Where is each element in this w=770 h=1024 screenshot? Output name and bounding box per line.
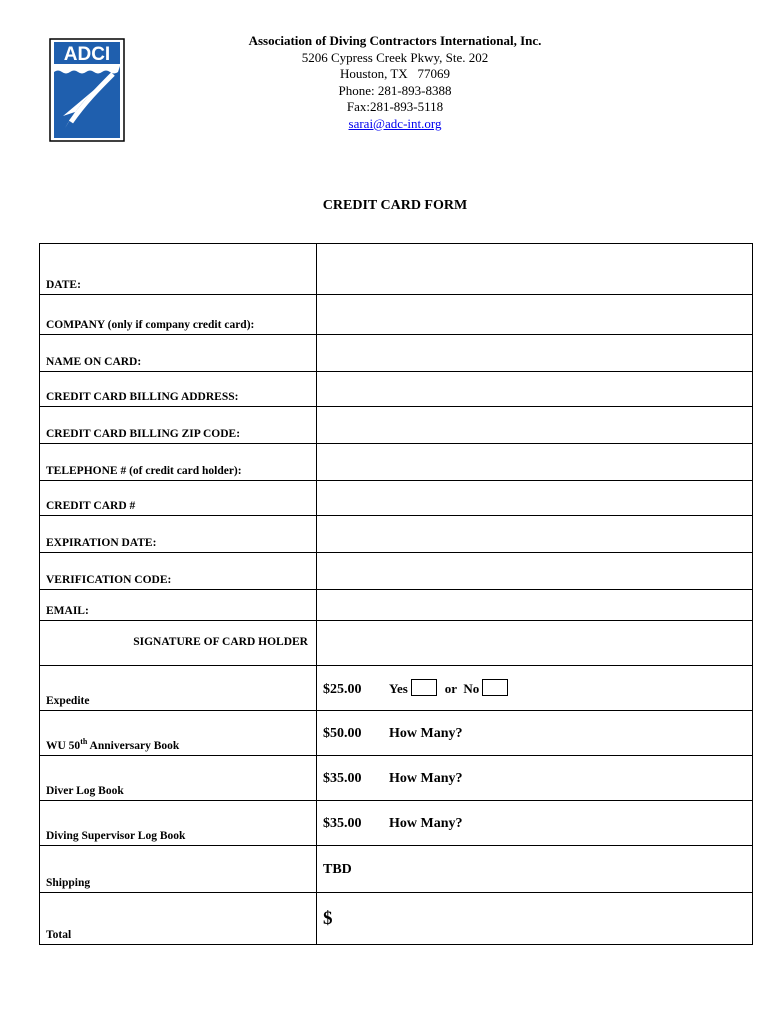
diver-log-order [317,756,753,801]
anniversary-book-qty[interactable]: How Many? [389,725,463,741]
form-row-date [40,244,753,295]
shipping-label: Shipping [40,846,317,893]
yes-label: Yes [389,680,408,696]
telephone-field[interactable] [317,444,753,481]
form-row-billing-zip [40,407,753,444]
fax-line: Fax:281-893-5118 [346,99,444,114]
total-value[interactable]: $ [317,893,753,945]
supervisor-log-qty[interactable]: How Many? [389,815,463,831]
card-number-label: CREDIT CARD # [40,481,317,516]
form-row-total [40,893,753,945]
form-row-expiration [40,516,753,553]
verification-field[interactable] [317,553,753,590]
email-label: EMAIL: [40,590,317,621]
anniversary-book-order [317,711,753,756]
address-line-1: 5206 Cypress Creek Pkwy, Ste. 202 [301,49,489,65]
expedite-options [317,666,753,711]
form-row-supervisor-log [40,801,753,846]
date-field[interactable] [317,244,753,295]
supervisor-log-label: Diving Supervisor Log Book [40,801,317,846]
form-row-verification [40,553,753,590]
form-row-email [40,590,753,621]
expedite-label: Expedite [40,666,317,711]
total-label: Total [40,893,317,945]
form-row-diver-log [40,756,753,801]
no-checkbox[interactable] [482,679,508,696]
anniversary-book-price: $50.00 [323,725,362,741]
form-row-card-number [40,481,753,516]
form-row-company [40,295,753,335]
supervisor-log-price: $35.00 [323,815,362,831]
form-title: CREDIT CARD FORM [322,198,468,213]
diver-log-qty[interactable]: How Many? [389,770,463,786]
email-field[interactable] [317,590,753,621]
anniversary-book-label: WU 50th Anniversary Book [40,711,317,756]
verification-label: VERIFICATION CODE: [40,553,317,590]
address-line-2: Houston, TX 77069 [340,66,450,81]
expiration-field[interactable] [317,516,753,553]
form-row-signature [40,621,753,666]
date-label: DATE: [40,244,317,295]
form-row-billing-address [40,372,753,407]
org-header [200,33,590,132]
signature-label: SIGNATURE OF CARD HOLDER [40,621,317,666]
billing-zip-field[interactable] [317,407,753,444]
email-link[interactable]: sarai@adc-int.org [348,115,442,131]
yes-checkbox[interactable] [411,679,437,696]
adci-logo [49,38,125,142]
signature-field[interactable] [317,621,753,666]
telephone-label: TELEPHONE # (of credit card holder): [40,444,317,481]
supervisor-log-order [317,801,753,846]
form-row-anniversary-book [40,711,753,756]
billing-address-field[interactable] [317,372,753,407]
no-label: or No [444,680,480,696]
credit-card-form-table [39,243,753,945]
expedite-price: $25.00 [323,681,362,697]
name-on-card-label: NAME ON CARD: [40,335,317,372]
form-row-shipping [40,846,753,893]
company-field[interactable] [317,295,753,335]
form-row-name [40,335,753,372]
form-row-telephone [40,444,753,481]
diver-log-price: $35.00 [323,770,362,786]
billing-address-label: CREDIT CARD BILLING ADDRESS: [40,372,317,407]
company-label: COMPANY (only if company credit card): [40,295,317,335]
name-on-card-field[interactable] [317,335,753,372]
card-number-field[interactable] [317,481,753,516]
shipping-value: TBD [317,846,753,893]
form-row-expedite [40,666,753,711]
expiration-label: EXPIRATION DATE: [40,516,317,553]
org-name: Association of Diving Contractors International, Inc. [248,33,542,48]
diver-log-label: Diver Log Book [40,756,317,801]
billing-zip-label: CREDIT CARD BILLING ZIP CODE: [40,407,317,444]
phone-line: Phone: 281-893-8388 [338,82,452,98]
svg-text:ADCI: ADCI [63,44,111,65]
